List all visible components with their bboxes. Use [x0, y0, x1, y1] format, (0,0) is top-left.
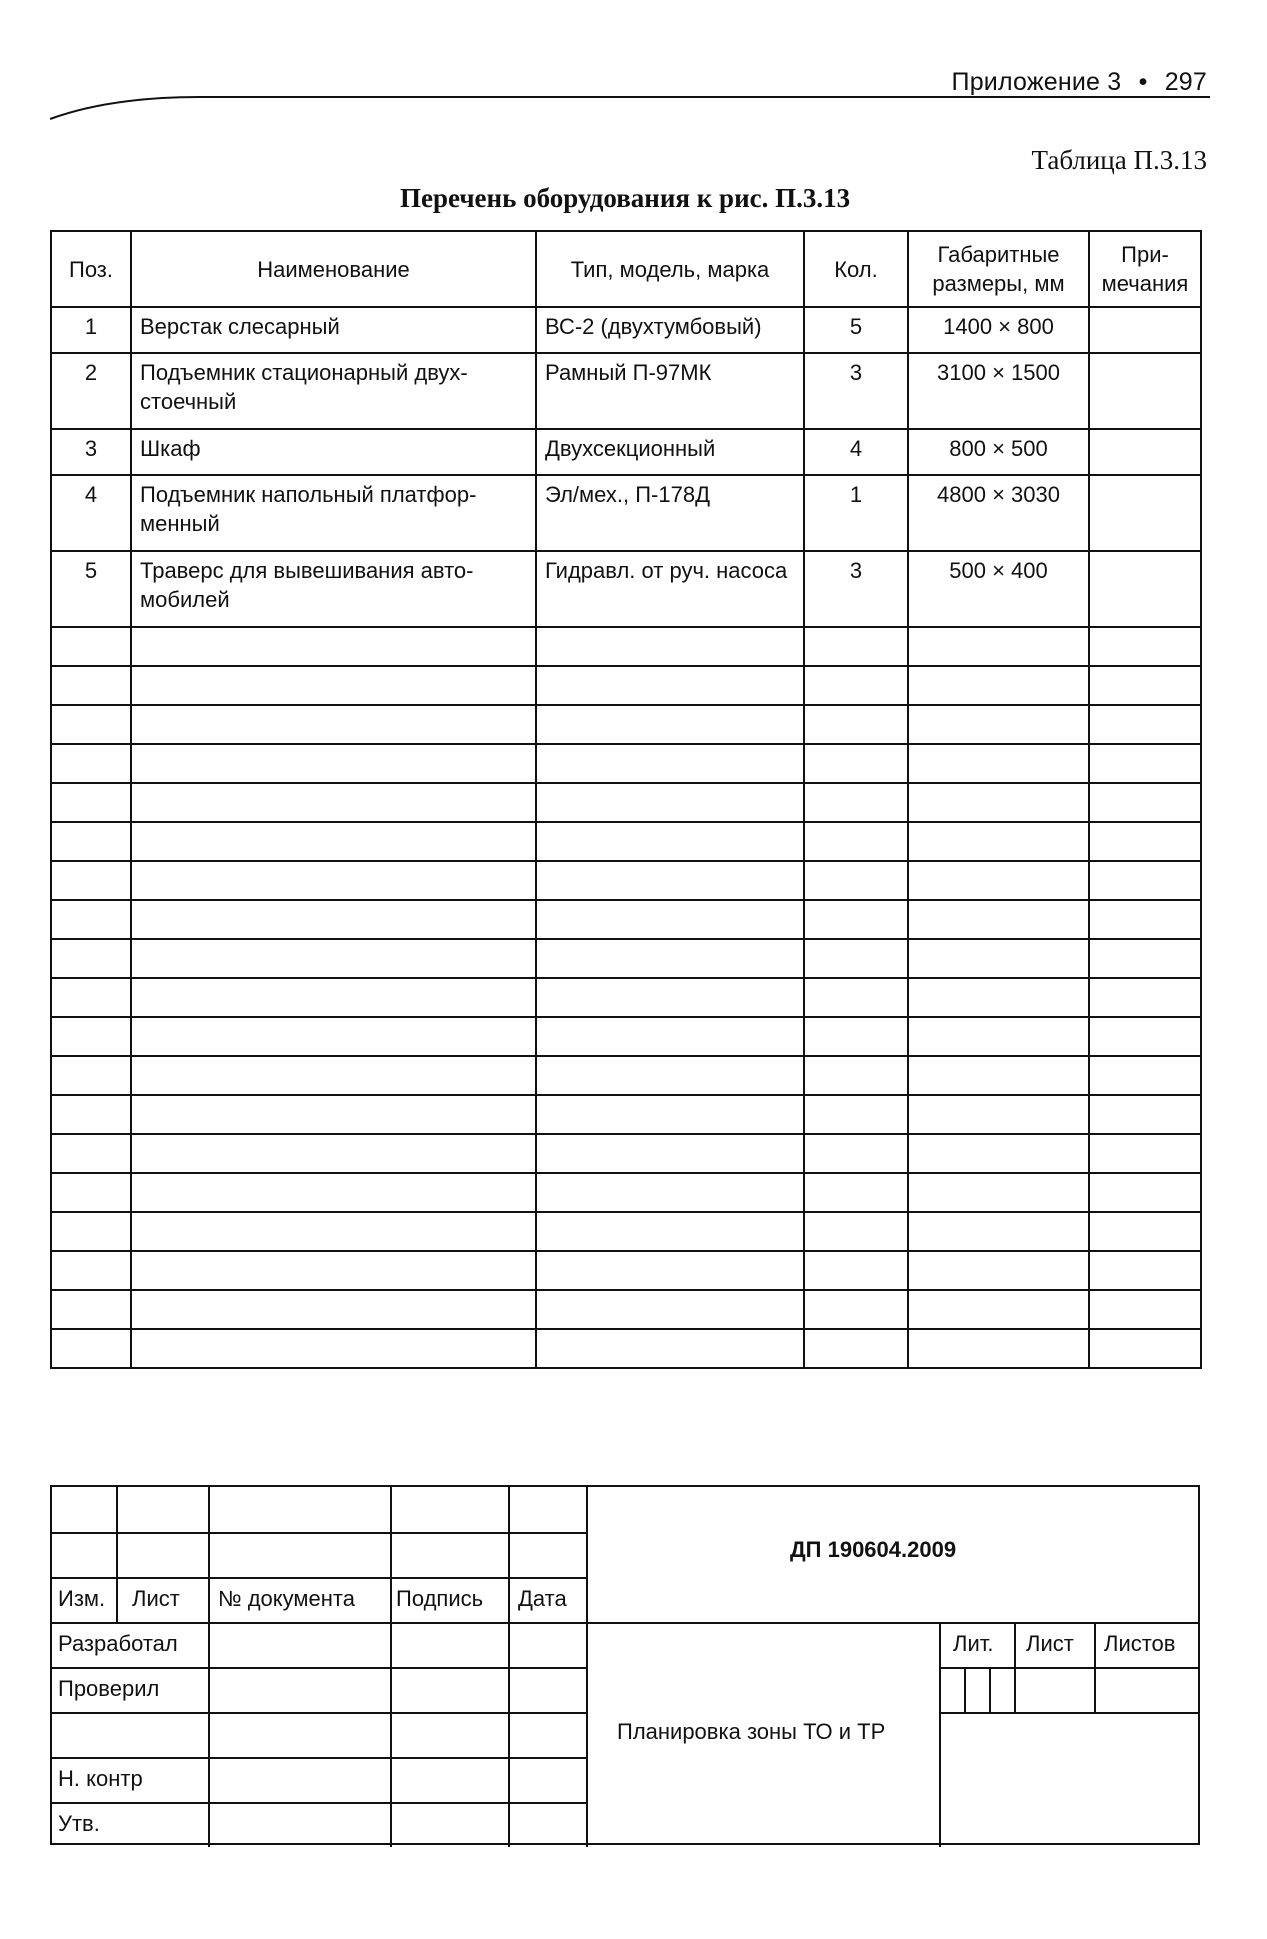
cell-notes [1089, 475, 1201, 551]
empty-cell [908, 1134, 1089, 1173]
empty-table-row [51, 744, 1201, 783]
bullet-separator: • [1138, 68, 1148, 96]
page-number: 297 [1164, 68, 1207, 96]
cell-name: Траверс для вывешивания авто-мобилей [131, 551, 536, 627]
empty-cell [908, 900, 1089, 939]
empty-table-row [51, 1134, 1201, 1173]
running-head [952, 68, 1207, 97]
stamp-label-izm: Изм. [58, 1586, 106, 1611]
empty-cell [1089, 1329, 1201, 1368]
empty-cell [131, 627, 536, 666]
empty-cell [908, 666, 1089, 705]
empty-cell [131, 861, 536, 900]
empty-cell [536, 1017, 804, 1056]
empty-cell [536, 1212, 804, 1251]
empty-cell [804, 744, 908, 783]
cell-notes [1089, 353, 1201, 429]
empty-cell [51, 861, 131, 900]
empty-cell [131, 705, 536, 744]
stamp-label-sheet: Лист [1026, 1631, 1074, 1656]
empty-cell [1089, 783, 1201, 822]
cell-dims: 500 × 400 [908, 551, 1089, 627]
empty-cell [536, 1056, 804, 1095]
cell-name: Верстак слесарный [131, 307, 536, 353]
cell-dims: 1400 × 800 [908, 307, 1089, 353]
empty-table-row [51, 783, 1201, 822]
empty-cell [51, 1329, 131, 1368]
empty-cell [536, 783, 804, 822]
empty-cell [1089, 1212, 1201, 1251]
col-header-qty: Кол. [804, 231, 908, 307]
cell-pos: 3 [51, 429, 131, 475]
empty-cell [1089, 900, 1201, 939]
cell-dims: 3100 × 1500 [908, 353, 1089, 429]
empty-cell [908, 861, 1089, 900]
empty-cell [131, 666, 536, 705]
empty-cell [908, 1290, 1089, 1329]
empty-cell [131, 978, 536, 1017]
table-row [51, 307, 1201, 353]
grid-line [586, 1487, 588, 1847]
empty-table-row [51, 1251, 1201, 1290]
empty-cell [908, 1173, 1089, 1212]
empty-cell [131, 1095, 536, 1134]
empty-cell [536, 978, 804, 1017]
empty-table-row [51, 1095, 1201, 1134]
cell-name: Подъемник стационарный двух-стоечный [131, 353, 536, 429]
grid-line [939, 1622, 941, 1847]
empty-cell [536, 627, 804, 666]
table-row [51, 551, 1201, 627]
cell-type: Гидравл. от руч. насоса [536, 551, 804, 627]
empty-cell [908, 705, 1089, 744]
empty-table-row [51, 627, 1201, 666]
empty-cell [536, 1251, 804, 1290]
empty-table-row [51, 1329, 1201, 1368]
stamp-label-sheets: Листов [1104, 1631, 1176, 1656]
empty-cell [908, 1329, 1089, 1368]
empty-table-row [51, 861, 1201, 900]
empty-cell [908, 744, 1089, 783]
empty-cell [804, 705, 908, 744]
empty-cell [1089, 627, 1201, 666]
empty-cell [51, 705, 131, 744]
empty-cell [1089, 705, 1201, 744]
drawing-title: Планировка зоны ТО и ТР [617, 1719, 886, 1744]
col-header-name: Наименование [131, 231, 536, 307]
grid-line [52, 1622, 1198, 1624]
empty-cell [536, 822, 804, 861]
empty-cell [1089, 978, 1201, 1017]
empty-cell [51, 1173, 131, 1212]
document-code: ДП 190604.2009 [790, 1537, 957, 1562]
empty-cell [131, 744, 536, 783]
empty-table-row [51, 900, 1201, 939]
empty-cell [536, 861, 804, 900]
empty-cell [908, 1017, 1089, 1056]
col-header-notes: При-мечания [1089, 231, 1201, 307]
empty-cell [51, 1251, 131, 1290]
empty-cell [536, 666, 804, 705]
empty-cell [804, 1290, 908, 1329]
empty-cell [804, 822, 908, 861]
empty-cell [536, 1173, 804, 1212]
cell-dims: 4800 × 3030 [908, 475, 1089, 551]
empty-table-row [51, 1290, 1201, 1329]
header-rule [50, 95, 1210, 125]
grid-line [964, 1667, 966, 1712]
empty-cell [1089, 1134, 1201, 1173]
empty-cell [51, 666, 131, 705]
empty-cell [536, 1290, 804, 1329]
empty-cell [804, 900, 908, 939]
empty-cell [1089, 1251, 1201, 1290]
empty-cell [51, 822, 131, 861]
table-header-row [51, 231, 1201, 307]
cell-qty: 1 [804, 475, 908, 551]
cell-name: Подъемник напольный платфор-менный [131, 475, 536, 551]
cell-pos: 1 [51, 307, 131, 353]
empty-cell [1089, 1095, 1201, 1134]
cell-qty: 5 [804, 307, 908, 353]
empty-table-row [51, 822, 1201, 861]
empty-cell [131, 1017, 536, 1056]
empty-cell [908, 939, 1089, 978]
empty-cell [908, 822, 1089, 861]
empty-cell [131, 783, 536, 822]
cell-pos: 5 [51, 551, 131, 627]
empty-cell [1089, 861, 1201, 900]
empty-cell [908, 1095, 1089, 1134]
empty-cell [804, 783, 908, 822]
empty-cell [804, 1017, 908, 1056]
grid-line [939, 1667, 1198, 1669]
grid-line [52, 1712, 586, 1714]
cell-qty: 3 [804, 353, 908, 429]
col-header-pos: Поз. [51, 231, 131, 307]
section-label: Приложение 3 [951, 68, 1122, 96]
empty-cell [804, 1173, 908, 1212]
empty-cell [131, 1251, 536, 1290]
empty-cell [804, 939, 908, 978]
empty-cell [131, 1056, 536, 1095]
cell-pos: 2 [51, 353, 131, 429]
empty-cell [131, 1329, 536, 1368]
cell-qty: 4 [804, 429, 908, 475]
empty-table-row [51, 939, 1201, 978]
empty-cell [1089, 822, 1201, 861]
empty-cell [536, 939, 804, 978]
empty-cell [131, 1290, 536, 1329]
col-header-dims: Габаритные размеры, мм [908, 231, 1089, 307]
title-block [50, 1485, 1200, 1845]
empty-cell [51, 1095, 131, 1134]
empty-cell [51, 627, 131, 666]
stamp-label-signature: Подпись [396, 1586, 484, 1611]
grid-line [52, 1667, 586, 1669]
stamp-label-list: Лист [132, 1586, 180, 1611]
cell-type: ВС-2 (двухтумбовый) [536, 307, 804, 353]
empty-cell [804, 1056, 908, 1095]
cell-type: Двухсекционный [536, 429, 804, 475]
grid-line [52, 1757, 586, 1759]
empty-cell [804, 861, 908, 900]
empty-cell [131, 1173, 536, 1212]
empty-cell [908, 627, 1089, 666]
empty-cell [131, 939, 536, 978]
empty-cell [536, 1134, 804, 1173]
empty-cell [908, 1056, 1089, 1095]
stamp-label-lit: Лит. [953, 1631, 994, 1656]
empty-cell [908, 1251, 1089, 1290]
table-row [51, 475, 1201, 551]
empty-cell [51, 978, 131, 1017]
empty-cell [51, 1134, 131, 1173]
empty-cell [51, 1017, 131, 1056]
empty-cell [536, 1095, 804, 1134]
cell-notes [1089, 551, 1201, 627]
cell-qty: 3 [804, 551, 908, 627]
stamp-label-checked: Проверил [58, 1676, 160, 1701]
empty-cell [804, 1251, 908, 1290]
empty-cell [536, 1329, 804, 1368]
empty-table-row [51, 978, 1201, 1017]
cell-notes [1089, 307, 1201, 353]
grid-line [989, 1667, 991, 1712]
empty-cell [131, 822, 536, 861]
stamp-label-norm-control: Н. контр [58, 1766, 143, 1791]
empty-cell [804, 1095, 908, 1134]
empty-table-row [51, 1173, 1201, 1212]
equipment-table [50, 230, 1202, 1369]
empty-cell [804, 1134, 908, 1173]
stamp-label-date: Дата [518, 1586, 567, 1611]
cell-notes [1089, 429, 1201, 475]
stamp-label-approved: Утв. [58, 1811, 100, 1836]
empty-cell [131, 1134, 536, 1173]
empty-cell [131, 900, 536, 939]
stamp-label-developed: Разработал [58, 1631, 178, 1656]
empty-table-row [51, 1056, 1201, 1095]
empty-cell [908, 783, 1089, 822]
table-title: Перечень оборудования к рис. П.3.13 [400, 183, 851, 213]
grid-line [52, 1802, 586, 1804]
empty-cell [51, 1212, 131, 1251]
empty-cell [536, 705, 804, 744]
empty-table-row [51, 1017, 1201, 1056]
empty-cell [131, 1212, 536, 1251]
empty-cell [908, 978, 1089, 1017]
empty-cell [1089, 939, 1201, 978]
empty-cell [536, 744, 804, 783]
stamp-label-doc-number: № документа [218, 1586, 355, 1611]
table-row [51, 353, 1201, 429]
empty-cell [51, 783, 131, 822]
grid-line [52, 1577, 586, 1579]
empty-cell [536, 900, 804, 939]
empty-cell [1089, 1056, 1201, 1095]
empty-cell [1089, 666, 1201, 705]
empty-cell [1089, 1017, 1201, 1056]
empty-cell [804, 666, 908, 705]
empty-cell [1089, 744, 1201, 783]
empty-cell [804, 1329, 908, 1368]
grid-line [939, 1712, 1198, 1714]
empty-cell [804, 978, 908, 1017]
empty-cell [51, 939, 131, 978]
empty-cell [804, 1212, 908, 1251]
empty-cell [1089, 1173, 1201, 1212]
empty-cell [1089, 1290, 1201, 1329]
col-header-type: Тип, модель, марка [536, 231, 804, 307]
cell-type: Эл/мех., П-178Д [536, 475, 804, 551]
empty-cell [908, 1212, 1089, 1251]
empty-cell [804, 627, 908, 666]
cell-pos: 4 [51, 475, 131, 551]
empty-cell [51, 1056, 131, 1095]
empty-table-row [51, 666, 1201, 705]
empty-cell [51, 744, 131, 783]
cell-dims: 800 × 500 [908, 429, 1089, 475]
empty-cell [51, 1290, 131, 1329]
grid-line [116, 1487, 118, 1622]
table-row [51, 429, 1201, 475]
empty-table-row [51, 1212, 1201, 1251]
grid-line [52, 1532, 586, 1534]
empty-table-row [51, 705, 1201, 744]
table-label: Таблица П.3.13 [1031, 145, 1207, 175]
empty-cell [51, 900, 131, 939]
cell-type: Рамный П-97МК [536, 353, 804, 429]
cell-name: Шкаф [131, 429, 536, 475]
